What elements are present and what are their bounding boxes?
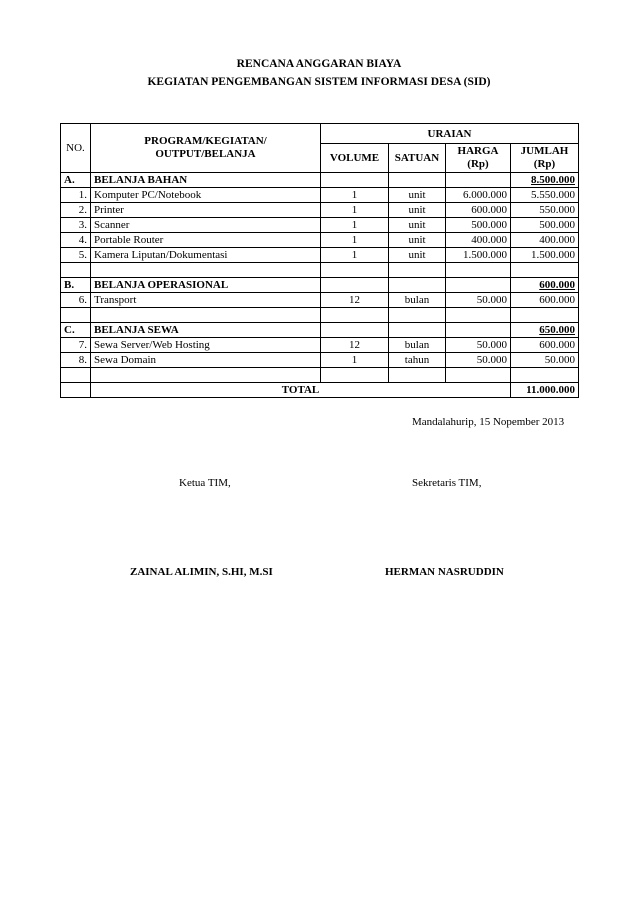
blank-row <box>61 263 579 278</box>
blank-cell <box>511 263 579 278</box>
header-row <box>61 124 579 144</box>
header-volume: VOLUME <box>321 144 389 173</box>
item-satuan: unit <box>389 218 446 233</box>
item-harga: 500.000 <box>446 218 511 233</box>
item-name: Sewa Server/Web Hosting <box>91 338 321 353</box>
table-row <box>61 353 579 368</box>
blank-row <box>61 368 579 383</box>
total-label: TOTAL <box>91 383 511 398</box>
section-empty <box>321 173 389 188</box>
section-name: BELANJA SEWA <box>91 323 321 338</box>
table-row <box>61 338 579 353</box>
section-empty <box>321 278 389 293</box>
section-subtotal: 650.000 <box>511 323 579 338</box>
header-program <box>91 124 321 173</box>
blank-cell <box>511 308 579 323</box>
item-volume: 1 <box>321 203 389 218</box>
item-no: 3. <box>61 218 91 233</box>
blank-cell <box>389 368 446 383</box>
table-row <box>61 203 579 218</box>
section-name: BELANJA BAHAN <box>91 173 321 188</box>
header-program-line1: PROGRAM/KEGIATAN/ <box>144 135 267 147</box>
item-harga: 50.000 <box>446 353 511 368</box>
item-jumlah: 600.000 <box>511 338 579 353</box>
right-signer-name: HERMAN NASRUDDIN <box>385 566 504 578</box>
item-harga: 400.000 <box>446 233 511 248</box>
total-value: 11.000.000 <box>511 383 579 398</box>
section-code: B. <box>61 278 91 293</box>
table-row <box>61 218 579 233</box>
item-satuan: unit <box>389 203 446 218</box>
item-volume: 1 <box>321 248 389 263</box>
blank-cell <box>321 263 389 278</box>
section-row <box>61 173 579 188</box>
item-name: Scanner <box>91 218 321 233</box>
blank-cell <box>446 308 511 323</box>
section-empty <box>446 323 511 338</box>
item-jumlah: 600.000 <box>511 293 579 308</box>
item-jumlah: 50.000 <box>511 353 579 368</box>
item-jumlah: 1.500.000 <box>511 248 579 263</box>
item-satuan: unit <box>389 233 446 248</box>
blank-cell <box>389 308 446 323</box>
left-signer-role: Ketua TIM, <box>179 477 231 489</box>
section-empty <box>446 278 511 293</box>
blank-cell <box>61 263 91 278</box>
item-name: Komputer PC/Notebook <box>91 188 321 203</box>
item-harga: 50.000 <box>446 293 511 308</box>
header-harga-line2: (Rp) <box>467 158 489 170</box>
item-volume: 1 <box>321 353 389 368</box>
place-date: Mandalahurip, 15 Nopember 2013 <box>412 416 565 428</box>
item-name: Transport <box>91 293 321 308</box>
header-harga <box>446 144 511 173</box>
item-no: 7. <box>61 338 91 353</box>
section-subtotal: 600.000 <box>511 278 579 293</box>
table-row <box>61 233 579 248</box>
section-empty <box>389 323 446 338</box>
item-satuan: unit <box>389 188 446 203</box>
header-harga-line1: HARGA <box>457 145 499 157</box>
blank-cell <box>389 263 446 278</box>
section-code: A. <box>61 173 91 188</box>
item-satuan: unit <box>389 248 446 263</box>
header-jumlah-line2: (Rp) <box>533 158 556 170</box>
left-signer-name: ZAINAL ALIMIN, S.HI, M.SI <box>130 566 273 578</box>
section-code: C. <box>61 323 91 338</box>
item-no: 1. <box>61 188 91 203</box>
section-row <box>61 323 579 338</box>
item-volume: 12 <box>321 338 389 353</box>
blank-cell <box>446 263 511 278</box>
table-row <box>61 248 579 263</box>
item-satuan: bulan <box>389 338 446 353</box>
item-volume: 12 <box>321 293 389 308</box>
item-jumlah: 500.000 <box>511 218 579 233</box>
item-volume: 1 <box>321 188 389 203</box>
item-harga: 50.000 <box>446 338 511 353</box>
document-title: RENCANA ANGGARAN BIAYA <box>236 58 402 70</box>
total-empty <box>61 383 91 398</box>
item-volume: 1 <box>321 218 389 233</box>
blank-cell <box>61 368 91 383</box>
table-row <box>61 188 579 203</box>
blank-cell <box>321 308 389 323</box>
item-jumlah: 400.000 <box>511 233 579 248</box>
blank-cell <box>446 368 511 383</box>
document-subtitle: KEGIATAN PENGEMBANGAN SISTEM INFORMASI DESA (SID) <box>147 76 491 88</box>
budget-table <box>60 123 579 398</box>
blank-cell <box>511 368 579 383</box>
item-harga: 6.000.000 <box>446 188 511 203</box>
total-row <box>61 383 579 398</box>
section-name: BELANJA OPERASIONAL <box>91 278 321 293</box>
item-harga: 1.500.000 <box>446 248 511 263</box>
section-empty <box>389 173 446 188</box>
blank-cell <box>91 263 321 278</box>
section-empty <box>446 173 511 188</box>
item-satuan: bulan <box>389 293 446 308</box>
item-name: Sewa Domain <box>91 353 321 368</box>
table-row <box>61 293 579 308</box>
blank-cell <box>321 368 389 383</box>
item-no: 4. <box>61 233 91 248</box>
item-no: 2. <box>61 203 91 218</box>
item-no: 5. <box>61 248 91 263</box>
section-row <box>61 278 579 293</box>
header-jumlah <box>511 144 579 173</box>
item-harga: 600.000 <box>446 203 511 218</box>
header-program-line2: OUTPUT/BELANJA <box>155 148 256 160</box>
item-name: Printer <box>91 203 321 218</box>
item-name: Portable Router <box>91 233 321 248</box>
section-empty <box>389 278 446 293</box>
item-no: 8. <box>61 353 91 368</box>
blank-row <box>61 308 579 323</box>
header-satuan: SATUAN <box>389 144 446 173</box>
item-jumlah: 5.550.000 <box>511 188 579 203</box>
header-uraian: URAIAN <box>321 124 579 144</box>
item-jumlah: 550.000 <box>511 203 579 218</box>
item-volume: 1 <box>321 233 389 248</box>
section-subtotal: 8.500.000 <box>511 173 579 188</box>
item-name: Kamera Liputan/Dokumentasi <box>91 248 321 263</box>
blank-cell <box>91 368 321 383</box>
item-satuan: tahun <box>389 353 446 368</box>
blank-cell <box>91 308 321 323</box>
header-no: NO. <box>61 124 91 173</box>
blank-cell <box>61 308 91 323</box>
section-empty <box>321 323 389 338</box>
item-no: 6. <box>61 293 91 308</box>
header-jumlah-line1: JUMLAH <box>520 145 569 157</box>
right-signer-role: Sekretaris TIM, <box>412 477 482 489</box>
